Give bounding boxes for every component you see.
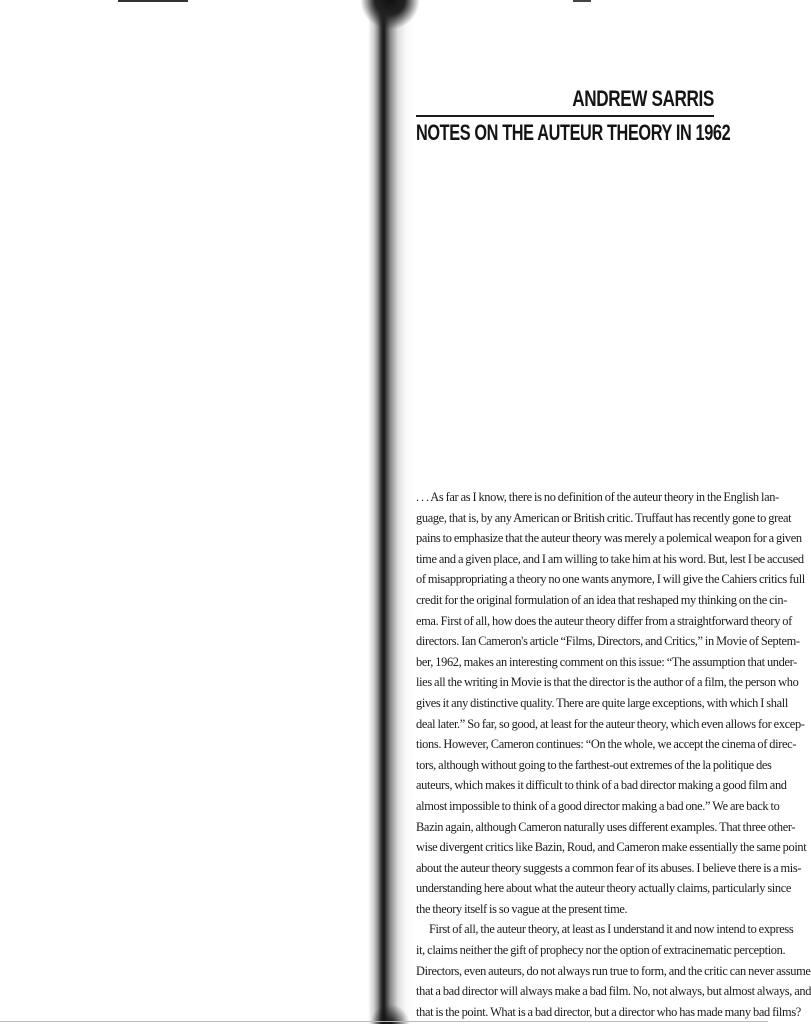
scan-edge-mark (118, 0, 188, 5)
right-text-page (414, 0, 811, 1024)
text-line: pains to emphasize that the auteur theory was merely a polemical weapon for a given (416, 531, 802, 546)
text-line: tions. However, Cameron continues: “On the whole, we accept the cinema of direc- (416, 737, 797, 752)
heading-rule (416, 115, 714, 117)
text-line: . . . As far as I know, there is no definition of the auteur theory in the English lan- (416, 490, 779, 504)
text-line: ber, 1962, makes an interesting comment on this issue: “The assumption that under- (416, 654, 797, 669)
text-line: almost impossible to think of a good director making a bad one.” We are back to (416, 798, 780, 813)
book-gutter-top (360, 0, 420, 30)
text-line: about the auteur theory suggests a common fear of its abuses. I believe there is a mis- (416, 860, 802, 875)
text-line: deal later.” So far, so good, at least for the auteur theory, which even allows for excep- (416, 716, 805, 731)
text-line: of misappropriating a theory no one wants anymore, I will give the Cahiers critics full (416, 572, 805, 587)
book-gutter (368, 0, 414, 1024)
text-line: the theory itself is so vague at the present time. (416, 901, 628, 916)
text-line: ema. First of all, how does the auteur theory differ from a straightforward theory of (416, 613, 792, 628)
body-text (416, 487, 811, 1022)
text-line: wise divergent critics like Bazin, Roud, and Cameron make essentially the same point (416, 840, 807, 855)
text-line: Bazin again, although Cameron naturally uses different examples. That three other- (416, 819, 796, 834)
text-line: gives it any distinctive quality. There are quite large exceptions, with which I shall (416, 695, 788, 710)
text-line: First of all, the auteur theory, at least as I understand it and now intend to express (429, 922, 794, 937)
text-line: guage, that is, by any American or British critic. Truffaut has recently gone to great (416, 510, 792, 525)
text-line: credit for the original formulation of an idea that reshaped my thinking on the cin- (416, 592, 787, 607)
text-line: time and a given place, and I am willing to take him at his word. But, lest I be accused (416, 551, 804, 566)
text-line: tors, although without going to the farthest-out extremes of the la politique des (416, 757, 772, 772)
text-line: understanding here about what the auteur theory actually claims, particularly since (416, 881, 792, 896)
text-line: it, claims neither the gift of prophecy nor the option of extracinematic perception. (416, 943, 786, 958)
text-line: Directors, even auteurs, do not always run true to form, and the critic can never assume (416, 963, 811, 978)
text-line: that is the point. What is a bad director, but a director who has made many bad films? (416, 1004, 801, 1019)
chapter-title: NOTES ON THE AUTEUR THEORY IN 1962 (416, 120, 731, 145)
left-blank-page (0, 0, 372, 1024)
text-line: directors. Ian Cameron's article “Films, Directors, and Critics,” in Movie of Septem- (416, 634, 800, 649)
text-line: that a bad director will always make a bad film. No, not always, but almost always, and (416, 984, 811, 999)
author-heading: ANDREW SARRIS (572, 86, 714, 111)
text-line: lies all the writing in Movie is that the director is the author of a film, the person who (416, 675, 799, 690)
text-line: auteurs, which makes it difficult to think of a bad director making a good film and (416, 778, 787, 793)
